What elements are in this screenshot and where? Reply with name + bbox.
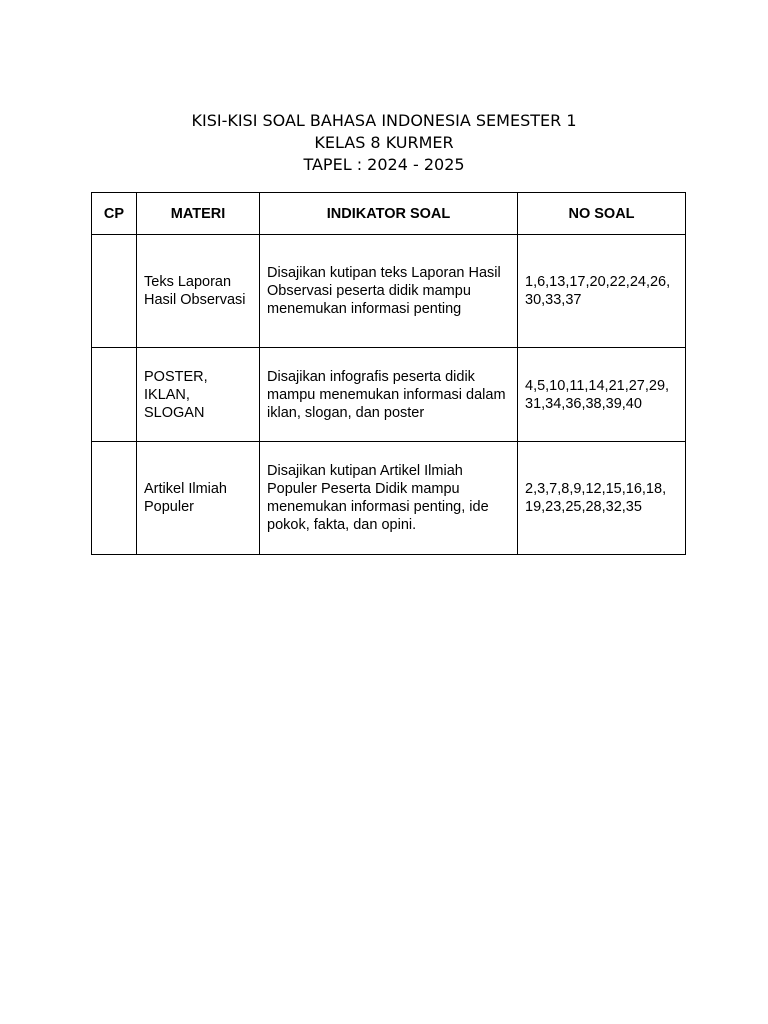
- header-materi: MATERI: [137, 193, 260, 235]
- title-line-class: KELAS 8 KURMER: [314, 133, 454, 152]
- cell-indikator: [260, 348, 518, 442]
- no-soal-text: [525, 377, 678, 413]
- no-soal-line: 19,23,25,28,32,35: [525, 499, 642, 515]
- no-soal-line: 30,33,37: [525, 292, 582, 308]
- cell-materi: [137, 235, 260, 348]
- indikator-text: Disajikan kutipan teks Laporan Hasil Observasi peserta didik mampu menemukan informasi penting: [267, 265, 501, 317]
- no-soal-line: 1,6,13,17,20,22,24,26,: [525, 274, 671, 290]
- title-line-subject: KISI-KISI SOAL BAHASA INDONESIA SEMESTER 1: [191, 111, 577, 130]
- page-title: [0, 110, 768, 176]
- table-header-row: [92, 193, 686, 235]
- cell-cp: [92, 442, 137, 555]
- cell-cp: [92, 235, 137, 348]
- header-cp: CP: [92, 193, 137, 235]
- table-row: [92, 235, 686, 348]
- cell-materi: [137, 442, 260, 555]
- cell-cp: [92, 348, 137, 442]
- no-soal-line: 4,5,10,11,14,21,27,29,: [525, 377, 670, 394]
- cell-indikator: [260, 442, 518, 555]
- cell-no-soal: [518, 235, 686, 348]
- table-row: [92, 442, 686, 555]
- cell-no-soal: [518, 348, 686, 442]
- no-soal-text: [525, 273, 678, 309]
- cell-materi: [137, 348, 260, 442]
- header-indikator-soal: INDIKATOR SOAL: [260, 193, 518, 235]
- cell-indikator: [260, 235, 518, 348]
- cell-no-soal: [518, 442, 686, 555]
- indikator-text: Disajikan infografis peserta didik mampu menemukan informasi dalam iklan, slogan, dan poster: [267, 368, 506, 421]
- indikator-text: Disajikan kutipan Artikel Ilmiah Populer Peserta Didik mampu menemukan informasi penting, ide pokok, fakta, dan opini.: [267, 463, 489, 533]
- header-no-soal: NO SOAL: [518, 193, 686, 235]
- no-soal-text: [525, 480, 678, 516]
- materi-text: Artikel Ilmiah Populer: [144, 481, 227, 515]
- no-soal-line: 2,3,7,8,9,12,15,16,18,: [525, 481, 667, 497]
- materi-text: Teks Laporan Hasil Observasi: [144, 274, 246, 308]
- table-row: [92, 348, 686, 442]
- no-soal-line: 31,34,36,38,39,40: [525, 395, 642, 412]
- kisi-kisi-table: [91, 192, 686, 555]
- materi-text: POSTER, IKLAN, SLOGAN: [144, 368, 208, 421]
- title-line-school-year: TAPEL : 2024 - 2025: [303, 155, 465, 174]
